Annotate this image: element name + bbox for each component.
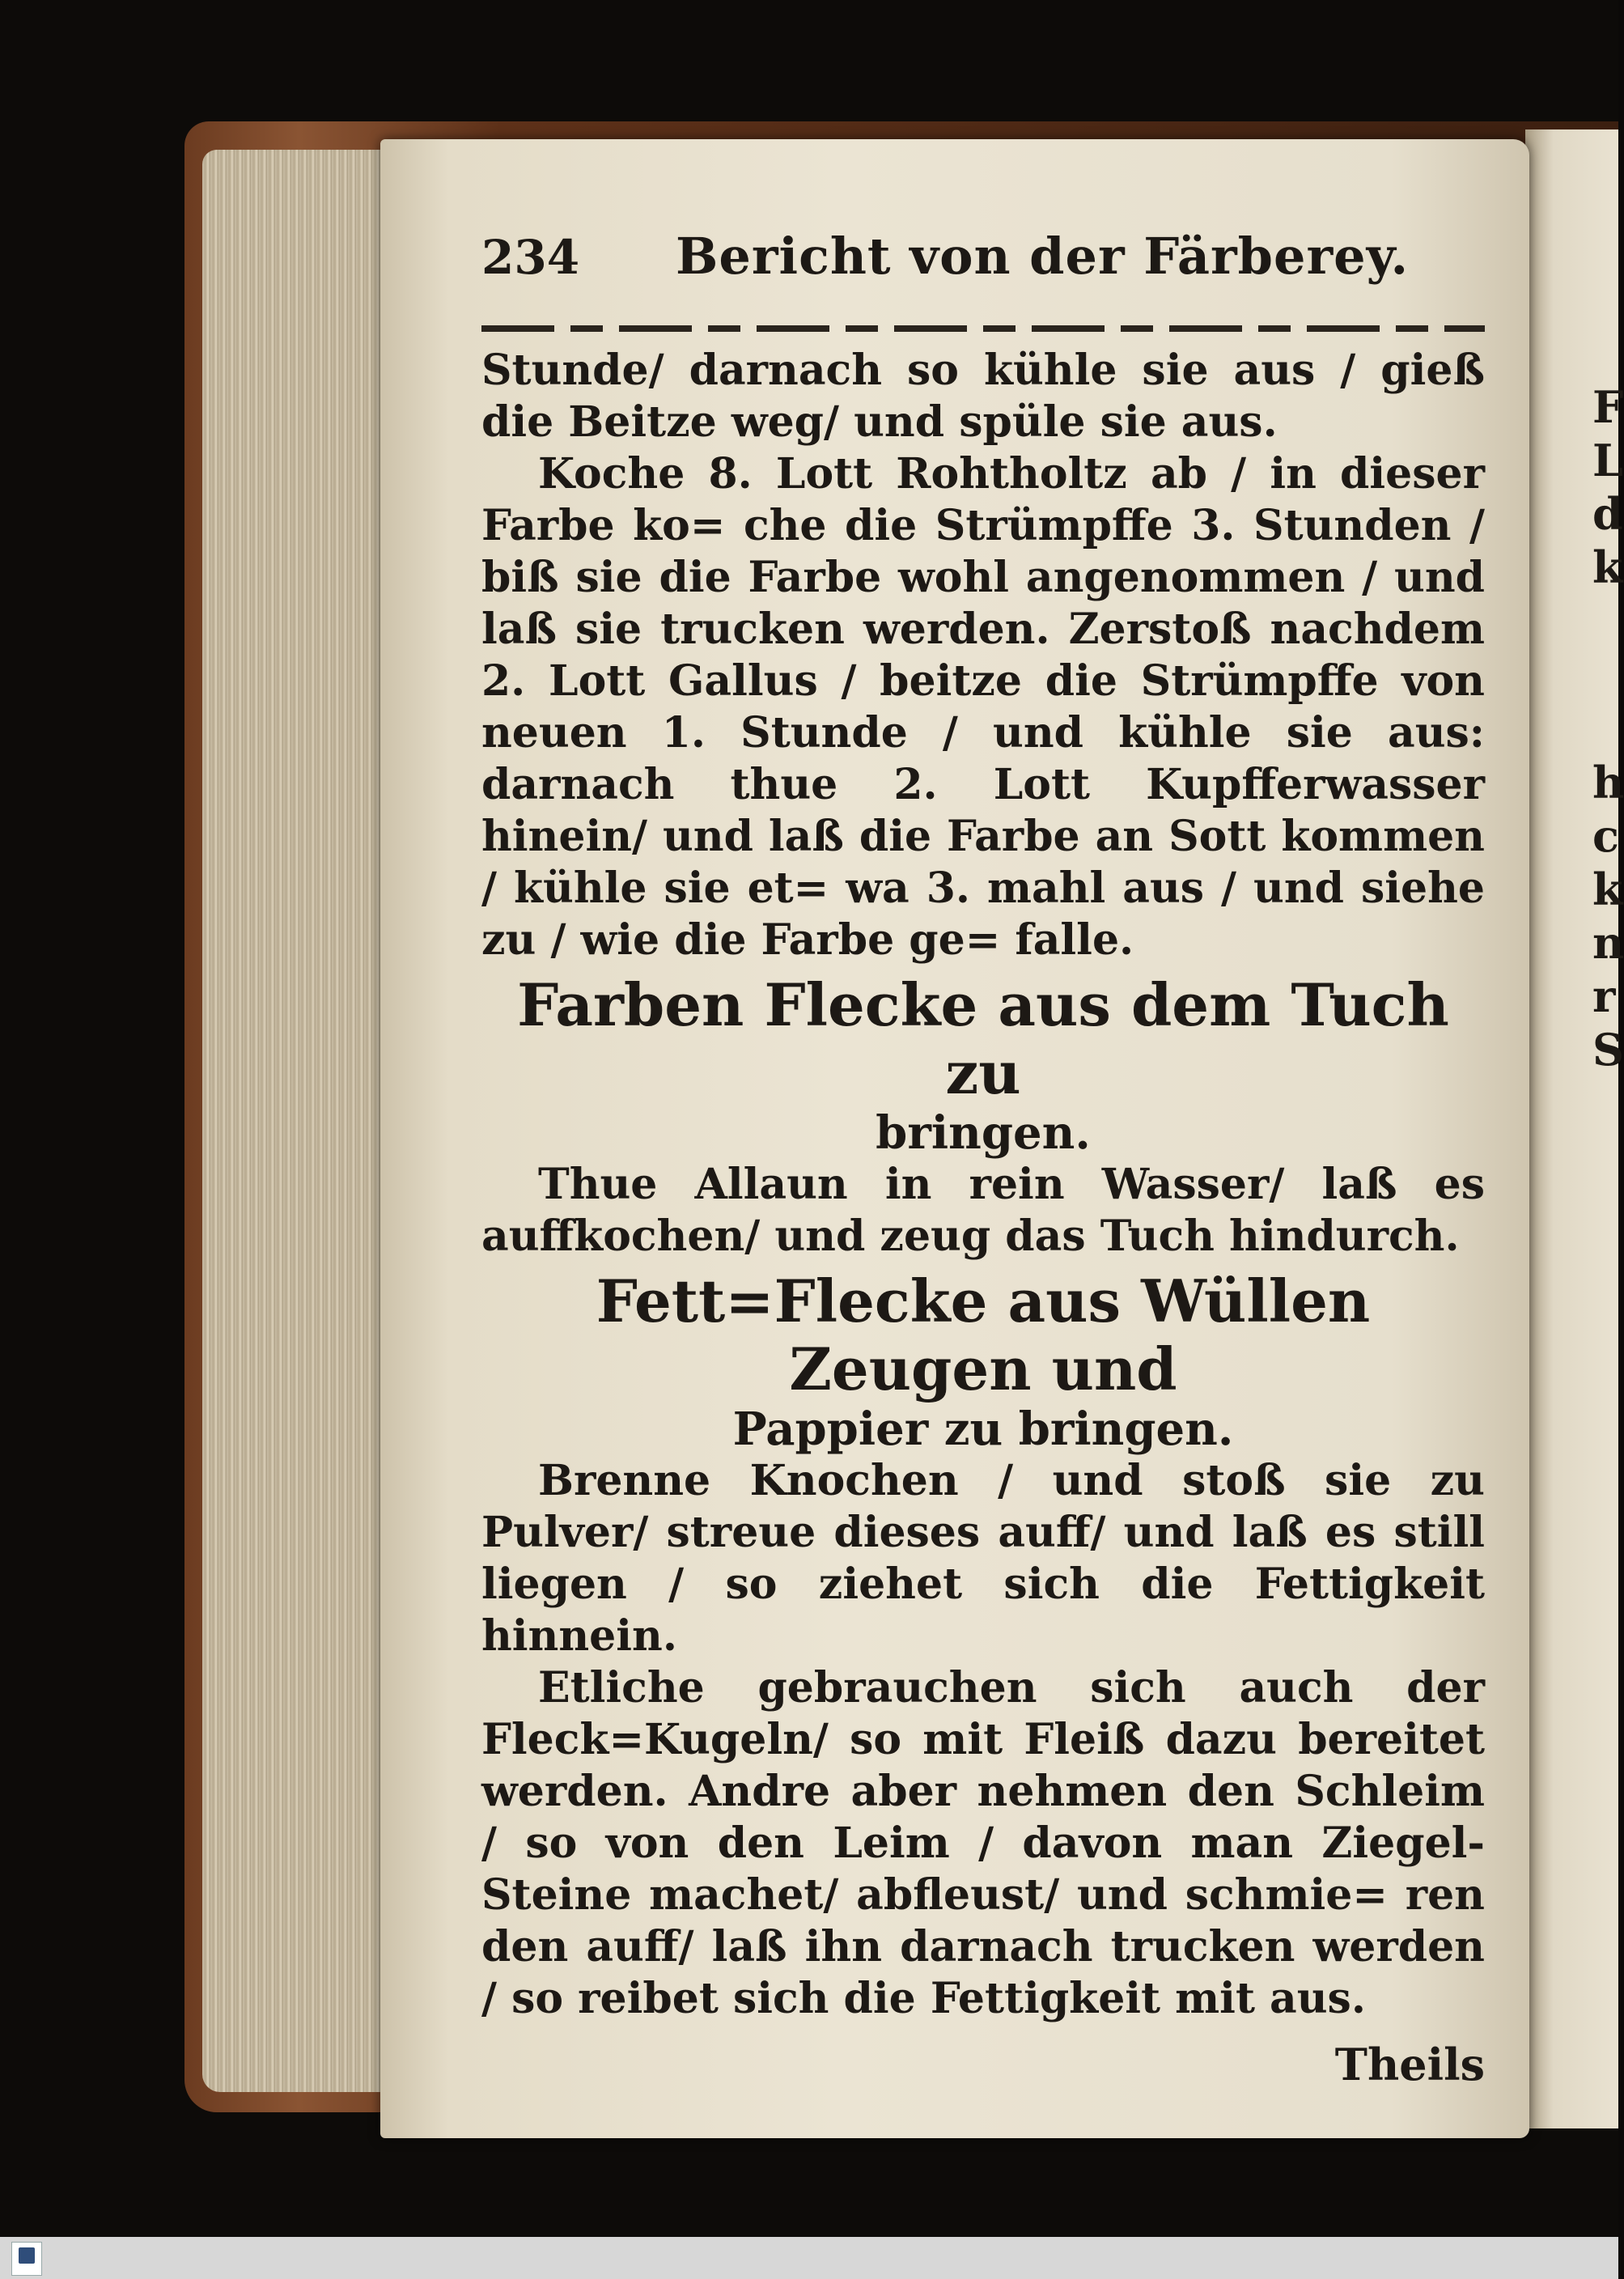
page-edges [202,150,388,2092]
library-logo-icon [11,2242,42,2276]
section-heading: Fett=Flecke aus Wüllen Zeugen und [596,1267,1371,1403]
section-heading-continued: bringen. [876,1106,1091,1160]
running-title: Bericht von der Färberey. [676,227,1410,286]
page-number: 234 [481,230,580,285]
facing-fragment: h [1592,757,1624,808]
header-rule [481,325,1485,332]
paragraph: Etliche gebrauchen sich auch der Fleck=Kugeln/ so mit Fleiß dazu bereitet werden. Andre aber nehmen den Schleim / so von den Leim / davon man Ziegel-Steine machet/ abfleust/ und schmie= ren den auff/ laß ihn darnach trucken werden / so reibet sich die Fettigkeit mit aus. [481,1663,1485,2023]
page-content [481,227,1485,2093]
facing-fragment: k [1592,864,1623,915]
paragraph: Stunde/ darnach so kühle sie aus / gieß die Beitze weg/ und spüle sie aus. [481,346,1485,447]
section-heading-continued: Pappier zu bringen. [732,1403,1234,1456]
facing-fragment: r [1592,970,1616,1022]
body-text [481,345,1485,2093]
viewer-footer-bar [0,2237,1618,2279]
facing-fragment: c [1592,810,1619,862]
facing-fragment: k [1592,541,1623,593]
paragraph: Brenne Knochen / und stoß sie zu Pulver/ streue dieses auff/ und laß es still liegen / so ziehet sich die Fettigkeit hinnein. [481,1456,1485,1661]
catchword: Theils [1334,2039,1485,2090]
facing-fragment: L [1592,435,1623,486]
facing-page-text [1592,380,1624,1076]
facing-fragment: F [1592,381,1624,433]
facing-fragment: n [1592,917,1624,969]
section-heading: Farben Flecke aus dem Tuch zu [517,970,1449,1107]
facing-fragment: S [1592,1024,1624,1076]
running-head [481,227,1485,324]
paragraph: Thue Allaun in rein Wasser/ laß es auffkochen/ und zeug das Tuch hindurch. [481,1160,1485,1261]
facing-fragment: d [1592,488,1623,540]
paragraph: Koche 8. Lott Rohtholtz ab / in dieser Farbe ko= che die Strümpffe 3. Stunden / biß sie die Farbe wohl angenommen / und laß sie trucken werden. Zerstoß nachdem 2. Lott Gallus / beitze die Strümpffe von neuen 1. Stunde / und kühle sie aus: darnach thue 2. Lott Kupfferwasser hinein/ und laß die Farbe an Sott kommen / kühle sie et= wa 3. mahl aus / und siehe zu / wie die Farbe ge= falle. [481,449,1485,965]
